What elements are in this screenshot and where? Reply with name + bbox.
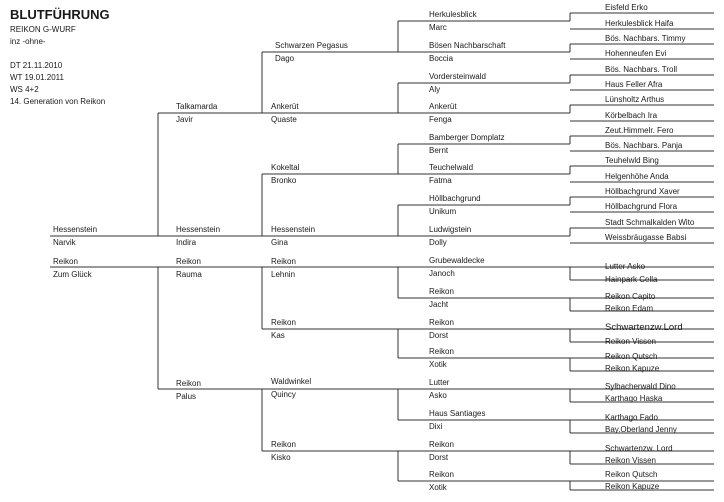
- litter-name: REIKON G-WURF: [10, 25, 76, 34]
- gen2-kennel: Ankerüt: [271, 102, 299, 111]
- inbreeding-note: inz -ohne-: [10, 37, 46, 46]
- dam-name: Zum Glück: [53, 270, 92, 279]
- gen2-kennel: Kokeltal: [271, 163, 300, 172]
- sire-name: Narvik: [53, 238, 76, 247]
- gen1-name: Javir: [176, 115, 193, 124]
- gen4-entry: Bay.Oberland Jenny: [605, 425, 677, 434]
- gen3-kennel: Vordersteinwald: [429, 72, 486, 81]
- gen4-entry: Eisfeld Erko: [605, 3, 648, 12]
- gen2-name: Dago: [275, 54, 295, 63]
- gen4-entry: Karthago Fado: [605, 413, 658, 422]
- gen3-name: Xotik: [429, 360, 447, 369]
- gen3-kennel: Reikon: [429, 470, 454, 479]
- gen3-kennel: Bamberger Domplatz: [429, 133, 505, 142]
- gen3-name: Dorst: [429, 331, 449, 340]
- mating-date: DT 21.11.2010: [10, 61, 63, 70]
- gen4-entry: Lünsholtz Arthus: [605, 95, 665, 104]
- gen3-name: Janoch: [429, 269, 455, 278]
- gen4-entry: Reikon Qutsch: [605, 470, 658, 479]
- gen4-entry: Stadt Schmalkalden Wito: [605, 218, 695, 227]
- gen4-entry: Höllbachgrund Flora: [605, 202, 678, 211]
- gen3-name: Unikum: [429, 207, 457, 216]
- gen3-name: Marc: [429, 23, 447, 32]
- gen1-name: Indira: [176, 238, 197, 247]
- gen3-kennel: Grubewaldecke: [429, 256, 485, 265]
- gen2-kennel: Reikon: [271, 440, 296, 449]
- gen4-entry: Sylbacherwald Dino: [605, 382, 676, 391]
- gen4-entry: Höllbachgrund Xaver: [605, 187, 680, 196]
- gen4-entry: Schwartenzw.Lord: [605, 322, 683, 333]
- gen2-kennel: Waldwinkel: [271, 377, 312, 386]
- gen3-kennel: Höllbachgrund: [429, 194, 481, 203]
- gen4-entry: Reikon Capito: [605, 292, 656, 301]
- gen4-entry: Reikon Qutsch: [605, 352, 658, 361]
- gen4-entry: Reikon Vissen: [605, 337, 656, 346]
- gen1-kennel: Reikon: [176, 379, 201, 388]
- gen2-name: Bronko: [271, 176, 297, 185]
- gen3-kennel: Herkulesblick: [429, 10, 477, 19]
- gen3-kennel: Lutter: [429, 378, 450, 387]
- gen4-entry: Bös. Nachbars. Timmy: [605, 34, 686, 43]
- gen4-entry: Reikon Kapuze: [605, 364, 660, 373]
- gen2-name: Quaste: [271, 115, 297, 124]
- gen1-kennel: Talkamarda: [176, 102, 218, 111]
- gen3-kennel: Reikon: [429, 287, 454, 296]
- gen2-kennel: Reikon: [271, 257, 296, 266]
- gen3-name: Dixi: [429, 422, 443, 431]
- gen3-name: Fenga: [429, 115, 452, 124]
- gen4-entry: Reikon Edam: [605, 304, 654, 313]
- gen4-entry: Körbelbach Ira: [605, 111, 658, 120]
- gen3-kennel: Teuchelwald: [429, 163, 474, 172]
- gen4-entry: Helgenhöhe Anda: [605, 172, 669, 181]
- document-title: BLUTFÜHRUNG: [10, 7, 110, 22]
- gen2-name: Kas: [271, 331, 285, 340]
- gen4-entry: Herkulesblick Haifa: [605, 19, 674, 28]
- gen4-entry: Lutter Asko: [605, 262, 646, 271]
- gen4-entry: Hohenneufen Evi: [605, 49, 667, 58]
- dam-kennel: Reikon: [53, 257, 78, 266]
- sire-kennel: Hessenstein: [53, 225, 98, 234]
- gen4-entry: Reikon Kapuze: [605, 482, 660, 491]
- gen4-entry: Hainpark Cella: [605, 275, 658, 284]
- gen3-name: Boccia: [429, 54, 454, 63]
- gen3-name: Jacht: [429, 300, 449, 309]
- gen4-entry: Zeut.Himmelr. Fero: [605, 126, 674, 135]
- gen2-kennel: Hessenstein: [271, 225, 316, 234]
- gen3-name: Bernt: [429, 146, 449, 155]
- gen3-kennel: Reikon: [429, 318, 454, 327]
- gen2-name: Lehnin: [271, 270, 296, 279]
- gen3-kennel: Bösen Nachbarschaft: [429, 41, 506, 50]
- gen3-kennel: Ludwigstein: [429, 225, 472, 234]
- gen2-name: Quincy: [271, 390, 296, 399]
- gen2-kennel: Reikon: [271, 318, 296, 327]
- gen4-entry: Bös. Nachbars. Panja: [605, 141, 683, 150]
- gen4-entry: Haus Feller Afra: [605, 80, 663, 89]
- gen3-name: Dorst: [429, 453, 449, 462]
- gen3-name: Xotik: [429, 483, 447, 492]
- litter-size: WS 4+2: [10, 85, 39, 94]
- gen4-entry: Reikon Vissen: [605, 456, 656, 465]
- gen4-entry: Schwartenzw. Lord: [605, 444, 673, 453]
- gen1-name: Palus: [176, 392, 197, 401]
- gen3-name: Fatma: [429, 176, 452, 185]
- gen3-kennel: Ankerüt: [429, 102, 457, 111]
- gen1-kennel: Reikon: [176, 257, 201, 266]
- whelping-date: WT 19.01.2011: [10, 73, 64, 82]
- gen3-kennel: Reikon: [429, 347, 454, 356]
- gen1-kennel: Hessenstein: [176, 225, 221, 234]
- gen3-name: Asko: [429, 391, 447, 400]
- gen2-kennel: Schwarzen Pegasus: [275, 41, 348, 50]
- gen4-entry: Teuhelwld Bing: [605, 156, 659, 165]
- gen2-name: Kisko: [271, 453, 291, 462]
- gen4-entry: Karthago Haska: [605, 394, 663, 403]
- gen3-kennel: Haus Santiages: [429, 409, 486, 418]
- gen1-name: Rauma: [176, 270, 202, 279]
- generation-note: 14. Generation von Reikon: [10, 97, 106, 106]
- gen3-name: Dolly: [429, 238, 447, 247]
- gen3-name: Aly: [429, 85, 441, 94]
- gen3-kennel: Reikon: [429, 440, 454, 449]
- gen4-entry: Bös. Nachbars. Troll: [605, 65, 678, 74]
- gen2-name: Gina: [271, 238, 288, 247]
- gen4-entry: Weissbräugasse Babsi: [605, 233, 687, 242]
